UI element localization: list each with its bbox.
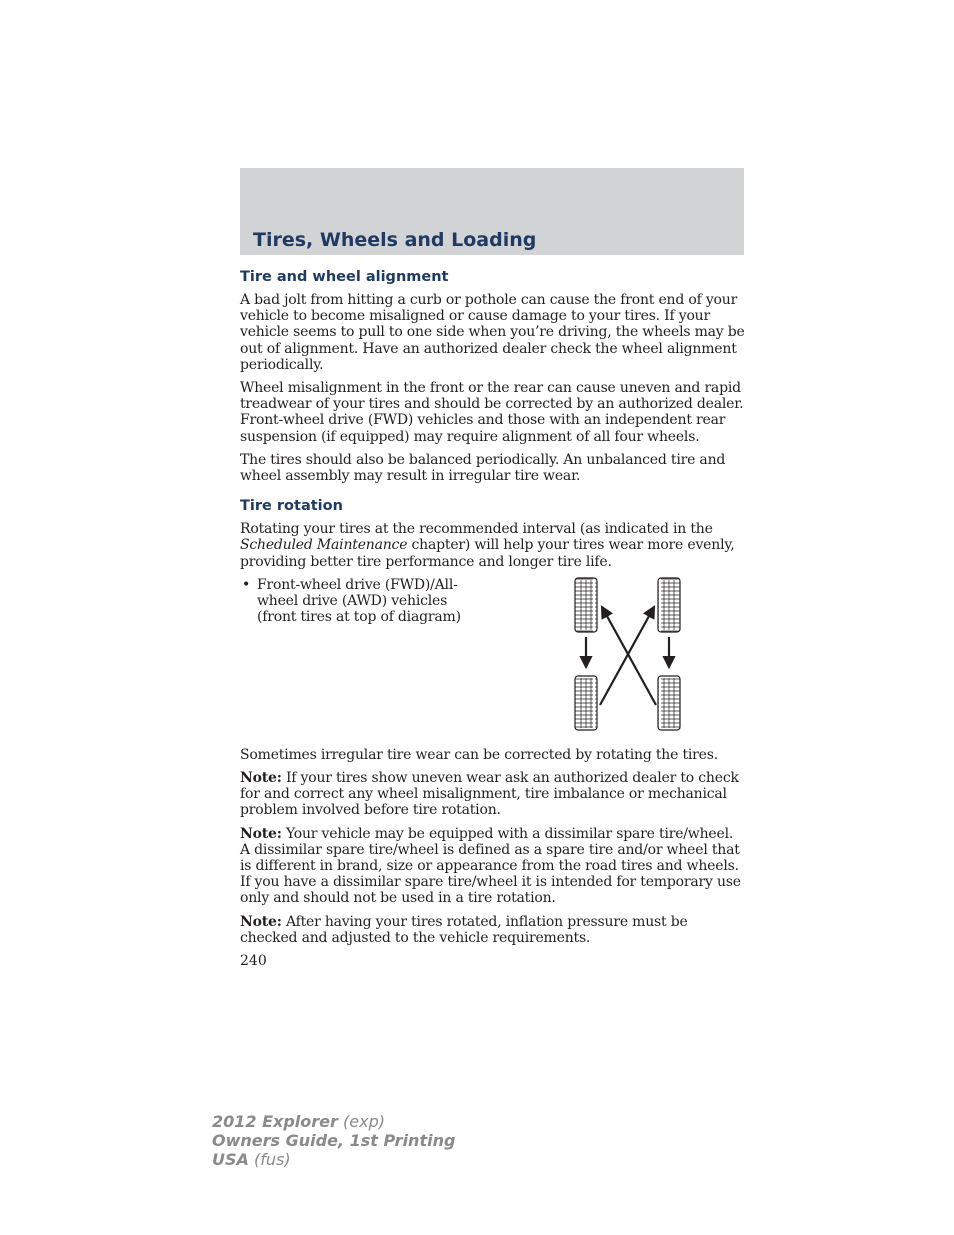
note-text: After having your tires rotated, inflation pressure must be checked and adjusted to the vehicle requirements. — [240, 913, 688, 946]
section-heading-rotation: Tire rotation — [240, 498, 343, 515]
chapter-reference: Scheduled Maintenance — [240, 537, 408, 554]
paragraph: The tires should also be balanced periodically. An unbalanced tire and wheel assembly may result in irregular tire wear. — [240, 451, 726, 485]
note-3 — [240, 914, 746, 946]
bullet-item — [240, 577, 480, 626]
paragraph: A bad jolt from hitting a curb or pothole can cause the front end of your vehicle to become misaligned or cause damage to your tires. If your vehicle seems to pull to one side when you’re driving, the wheels may be out of alignment. Have an authorized dealer check the wheel alignment periodically. — [240, 292, 745, 373]
tire-rear-left — [575, 676, 597, 730]
page-content — [240, 268, 746, 969]
section-heading-alignment: Tire and wheel alignment — [240, 269, 449, 285]
footer-model: 2012 Explorer — [212, 1112, 338, 1131]
note-label: Note: — [240, 913, 282, 930]
paragraph: Sometimes irregular tire wear can be corrected by rotating the tires. — [240, 746, 718, 763]
paragraph: Wheel misalignment in the front or the rear can cause uneven and rapid treadwear of your tires and should be corrected by an authorized dealer. Front-wheel drive (FWD) vehicles and those with an independent rear suspension (if equipped) may require alignment of all four wheels. — [240, 380, 744, 445]
chapter-title: Tires, Wheels and Loading — [253, 229, 537, 251]
page-number: 240 — [240, 953, 267, 970]
footer-market-code: (fus) — [248, 1150, 291, 1169]
note-1 — [240, 770, 746, 819]
tire-rear-right — [658, 676, 680, 730]
footer-printing: Owners Guide, 1st Printing — [212, 1131, 456, 1150]
arrow-rear-left-to-front-right — [600, 607, 654, 705]
footer-line — [212, 1131, 455, 1150]
rotation-intro — [240, 521, 746, 570]
rotation-block — [240, 577, 746, 747]
chapter-header-band — [240, 168, 744, 255]
bullet-marker: • — [242, 576, 251, 593]
footer-line — [212, 1112, 455, 1131]
tire-front-left — [575, 578, 597, 632]
footer-line — [212, 1150, 455, 1169]
note-label: Note: — [240, 770, 282, 787]
intro-text: chapter) will help your tires wear more evenly, providing better tire performance and longer tire life. — [240, 537, 735, 570]
note-text: If your tires show uneven wear ask an authorized dealer to check for and correct any wheel misalignment, tire imbalance or mechanical problem involved before tire rotation. — [240, 770, 739, 819]
note-2 — [240, 826, 746, 907]
bullet-text: Front-wheel drive (FWD)/All-wheel drive (AWD) vehicles (front tires at top of diagram) — [257, 576, 461, 626]
tire-front-right — [658, 578, 680, 632]
arrow-rear-right-to-front-left — [602, 607, 656, 705]
intro-text: Rotating your tires at the recommended interval (as indicated in the — [240, 521, 713, 538]
footer-market: USA — [212, 1150, 249, 1169]
footer-model-code: (exp) — [337, 1112, 385, 1131]
footer-imprint — [212, 1112, 455, 1169]
note-label: Note: — [240, 825, 282, 842]
note-text: Your vehicle may be equipped with a dissimilar spare tire/wheel. A dissimilar spare tire/wheel is defined as a spare tire and/or wheel that is different in brand, size or appearance from the road tires and wheels. If you have a dissimilar spare tire/wheel it is intended for temporary use only and should not be used in a tire rotation. — [240, 825, 741, 907]
tire-rotation-diagram — [572, 577, 684, 733]
